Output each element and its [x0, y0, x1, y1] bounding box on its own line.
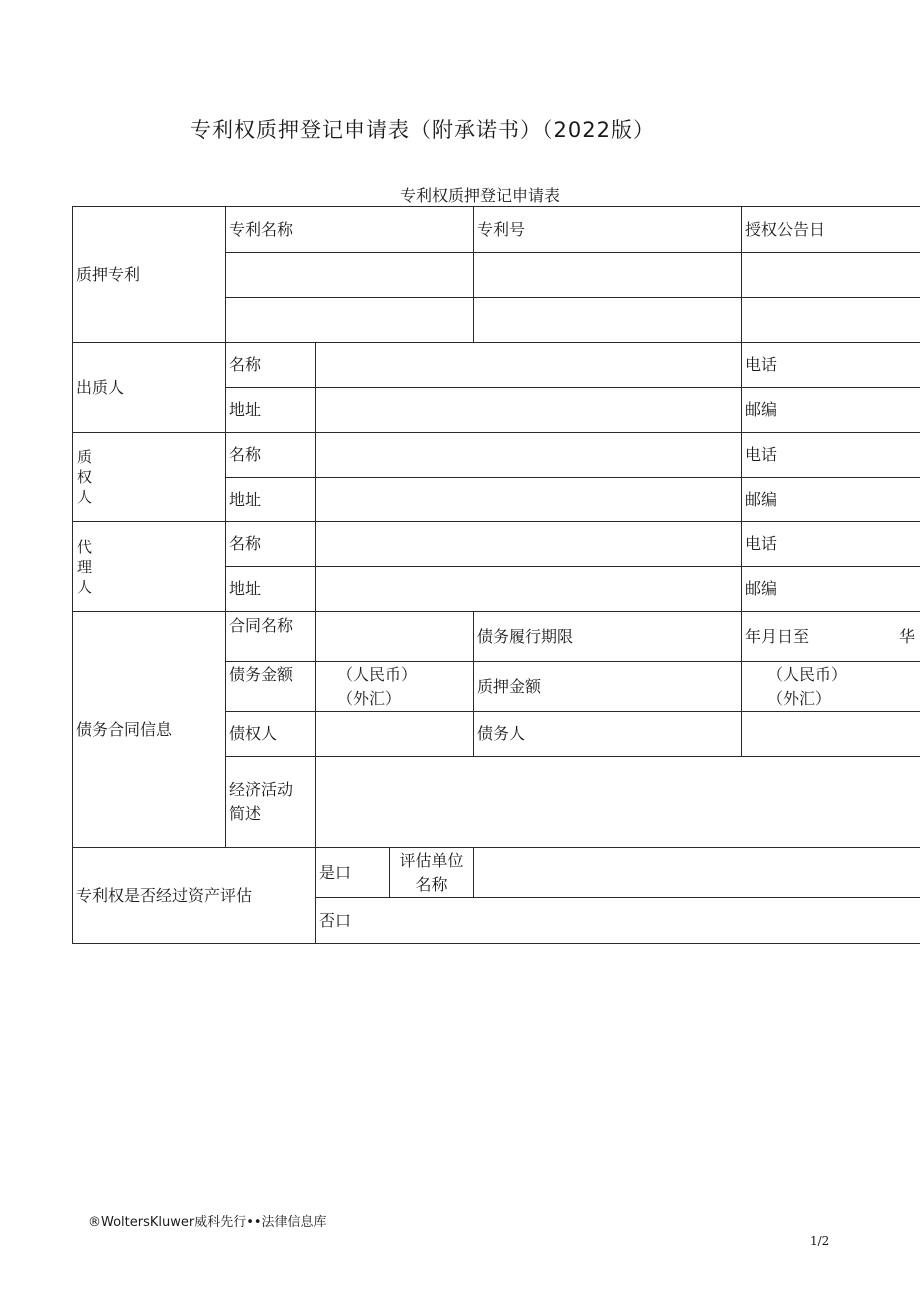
pledgee-name-label: 名称: [225, 432, 315, 477]
economic-activity-label: 经济活动 简述: [225, 756, 315, 847]
evaluation-no-checkbox[interactable]: 否口: [315, 897, 920, 944]
pledgor-address-label: 地址: [225, 387, 315, 432]
economic-activity-field[interactable]: [315, 756, 920, 847]
asset-evaluation-label: 专利权是否经过资产评估: [72, 847, 315, 944]
grant-date-field-2[interactable]: [741, 297, 920, 342]
debt-amount-field[interactable]: （人民币） （外汇）: [315, 661, 473, 711]
debt-term-field[interactable]: 年月日至 华: [741, 611, 920, 661]
contract-name-label: 合同名称: [225, 611, 315, 661]
pledgee-address-label: 地址: [225, 477, 315, 521]
pledgee-phone-label: 电话: [741, 432, 920, 477]
agent-phone-label: 电话: [741, 521, 920, 566]
pledgor-phone-label: 电话: [741, 342, 920, 387]
pledged-patent-label: 质押专利: [72, 206, 225, 342]
page-number: 1/2: [810, 1234, 830, 1248]
pledgee-name-field[interactable]: [315, 432, 741, 477]
evaluation-unit-label: 评估单位 名称: [389, 847, 473, 897]
patent-number-field-2[interactable]: [473, 297, 741, 342]
debt-term-label: 债务履行期限: [473, 611, 741, 661]
contract-name-field[interactable]: [315, 611, 473, 661]
agent-address-field[interactable]: [315, 566, 741, 611]
agent-label: 代 理 人: [72, 521, 225, 611]
publisher-footer: ®WoltersKluwer威科先行••法律信息库: [88, 1215, 327, 1230]
pledgor-name-label: 名称: [225, 342, 315, 387]
agent-name-label: 名称: [225, 521, 315, 566]
grant-date-field-1[interactable]: [741, 252, 920, 297]
pledgor-address-field[interactable]: [315, 387, 741, 432]
agent-address-label: 地址: [225, 566, 315, 611]
creditor-label: 债权人: [225, 711, 315, 756]
evaluation-yes-checkbox[interactable]: 是口: [315, 847, 389, 897]
debt-amount-label: 债务金额: [225, 661, 315, 711]
grant-date-header: 授权公告日: [741, 206, 920, 252]
document-title: 专利权质押登记申请表（附承诺书）（2022版）: [190, 118, 655, 142]
debt-contract-label: 债务合同信息: [72, 611, 225, 847]
debtor-field[interactable]: [741, 711, 920, 756]
patent-number-header: 专利号: [473, 206, 741, 252]
patent-number-field-1[interactable]: [473, 252, 741, 297]
creditor-field[interactable]: [315, 711, 473, 756]
pledgor-name-field[interactable]: [315, 342, 741, 387]
patent-name-field-1[interactable]: [225, 252, 473, 297]
pledge-amount-label: 质押金额: [473, 661, 741, 711]
pledge-amount-field[interactable]: （人民币） （外汇）: [741, 661, 920, 711]
pledgee-address-field[interactable]: [315, 477, 741, 521]
pledgor-postcode-label: 邮编: [741, 387, 920, 432]
pledgee-postcode-label: 邮编: [741, 477, 920, 521]
debtor-label: 债务人: [473, 711, 741, 756]
agent-postcode-label: 邮编: [741, 566, 920, 611]
patent-name-field-2[interactable]: [225, 297, 473, 342]
form-subtitle: 专利权质押登记申请表: [400, 186, 561, 205]
evaluation-unit-field[interactable]: [473, 847, 920, 897]
pledgee-label: 质 权 人: [72, 432, 225, 521]
patent-name-header: 专利名称: [225, 206, 473, 252]
pledgor-label: 出质人: [72, 342, 225, 432]
agent-name-field[interactable]: [315, 521, 741, 566]
